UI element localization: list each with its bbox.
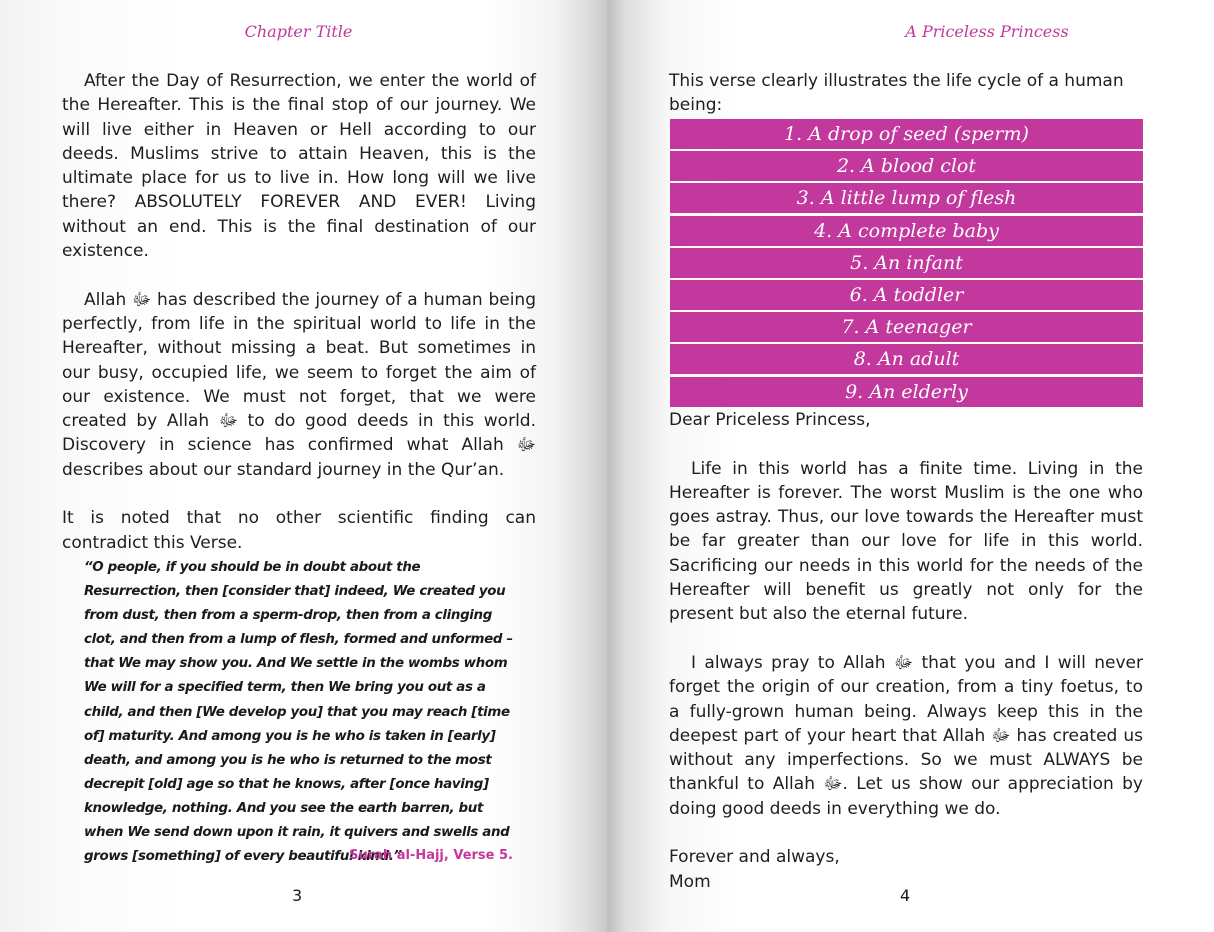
paragraph: Allah ﷻ has described the journey of a human being perfectly, from life in the spiritual world to life in the Hereafter, without missing a beat. But sometimes in our busy, occupied life, we seem to forget the aim of our existence. We must not forget, that we were created by Allah ﷻ to do good deeds in this world. Discovery in science has confirmed what Allah ﷻ describes about our standard journey in the Qur’an.: [62, 289, 536, 480]
life-stage-item: 1. A drop of seed (sperm): [670, 119, 1143, 149]
paragraph: It is noted that no other scientific finding can contradict this Verse.: [62, 508, 536, 553]
paragraph: After the Day of Resurrection, we enter the world of the Hereafter. This is the final stop of our journey. We will live either in Heaven or Hell according to our deeds. Muslims strive to attain Heaven, this is the ultimate place for us to live in. How long will we live there? ABSOLUTELY FOREVER AND EVER! Living without an end. This is the final destination of our existence.: [62, 71, 536, 262]
life-stage-item: 7. A teenager: [670, 312, 1143, 342]
intro-paragraph: This verse clearly illustrates the life cycle of a human being:: [669, 71, 1124, 116]
life-stage-item: 2. A blood clot: [670, 151, 1143, 181]
life-stage-item: 8. An adult: [670, 344, 1143, 374]
left-body-text: [62, 69, 536, 579]
verse-citation: Surah al-Hajj, Verse 5.: [349, 848, 513, 863]
page-number-left: 3: [292, 886, 303, 905]
paragraph: Life in this world has a finite time. Living in the Hereafter is forever. The worst Muslim is the one who goes astray. Thus, our love towards the Hereafter must be far greater than our love for life in this world. Sacrificing our needs in this world for the needs of the Hereafter will benefit us greatly not only for the present but also the eternal future.: [669, 458, 1143, 625]
life-cycle-list: [670, 119, 1143, 409]
right-intro: [669, 69, 1143, 118]
running-head-left: Chapter Title: [244, 22, 353, 41]
verse-quote: “O people, if you should be in doubt about the Resurrection, then [consider that] indeed, We created you from dust, then from a sperm-drop, then from a clinging clot, and then from a lump of flesh, formed and unformed – that We may show you. And We settle in the wombs whom We will for a specified term, then We bring you out as a child, and then [We develop you] that you may reach [time of] maturity. And among you is he who is taken in [early] death, and among you is he who is returned to the most decrepit [old] age so that he knows, after [once having] knowledge, nothing. And you see the earth barren, but when We send down upon it rain, it quivers and swells and grows [something] of every beautiful kind.”: [84, 560, 513, 865]
life-stage-item: 5. An infant: [670, 248, 1143, 278]
page-number-right: 4: [900, 886, 911, 905]
life-stage-item: 9. An elderly: [670, 377, 1143, 407]
life-stage-item: 4. A complete baby: [670, 216, 1143, 246]
life-stage-item: 3. A little lump of flesh: [670, 183, 1143, 213]
right-page: [607, 0, 1214, 932]
running-head-right: A Priceless Princess: [905, 22, 1069, 41]
signature: Mom: [669, 871, 711, 892]
life-stage-item: 6. A toddler: [670, 280, 1143, 310]
right-body-text: [669, 408, 1143, 894]
salutation: Dear Priceless Princess,: [669, 410, 871, 430]
paragraph: I always pray to Allah ﷻ that you and I will never forget the origin of our creation, from a tiny foetus, to a fully-grown human being. Always keep this in the deepest part of your heart that Allah ﷻ has created us without any imperfections. So we must ALWAYS be thankful to Allah ﷻ. Let us show our appreciation by doing good deeds in everything we do.: [669, 652, 1143, 819]
closing: Forever and always,: [669, 847, 840, 868]
